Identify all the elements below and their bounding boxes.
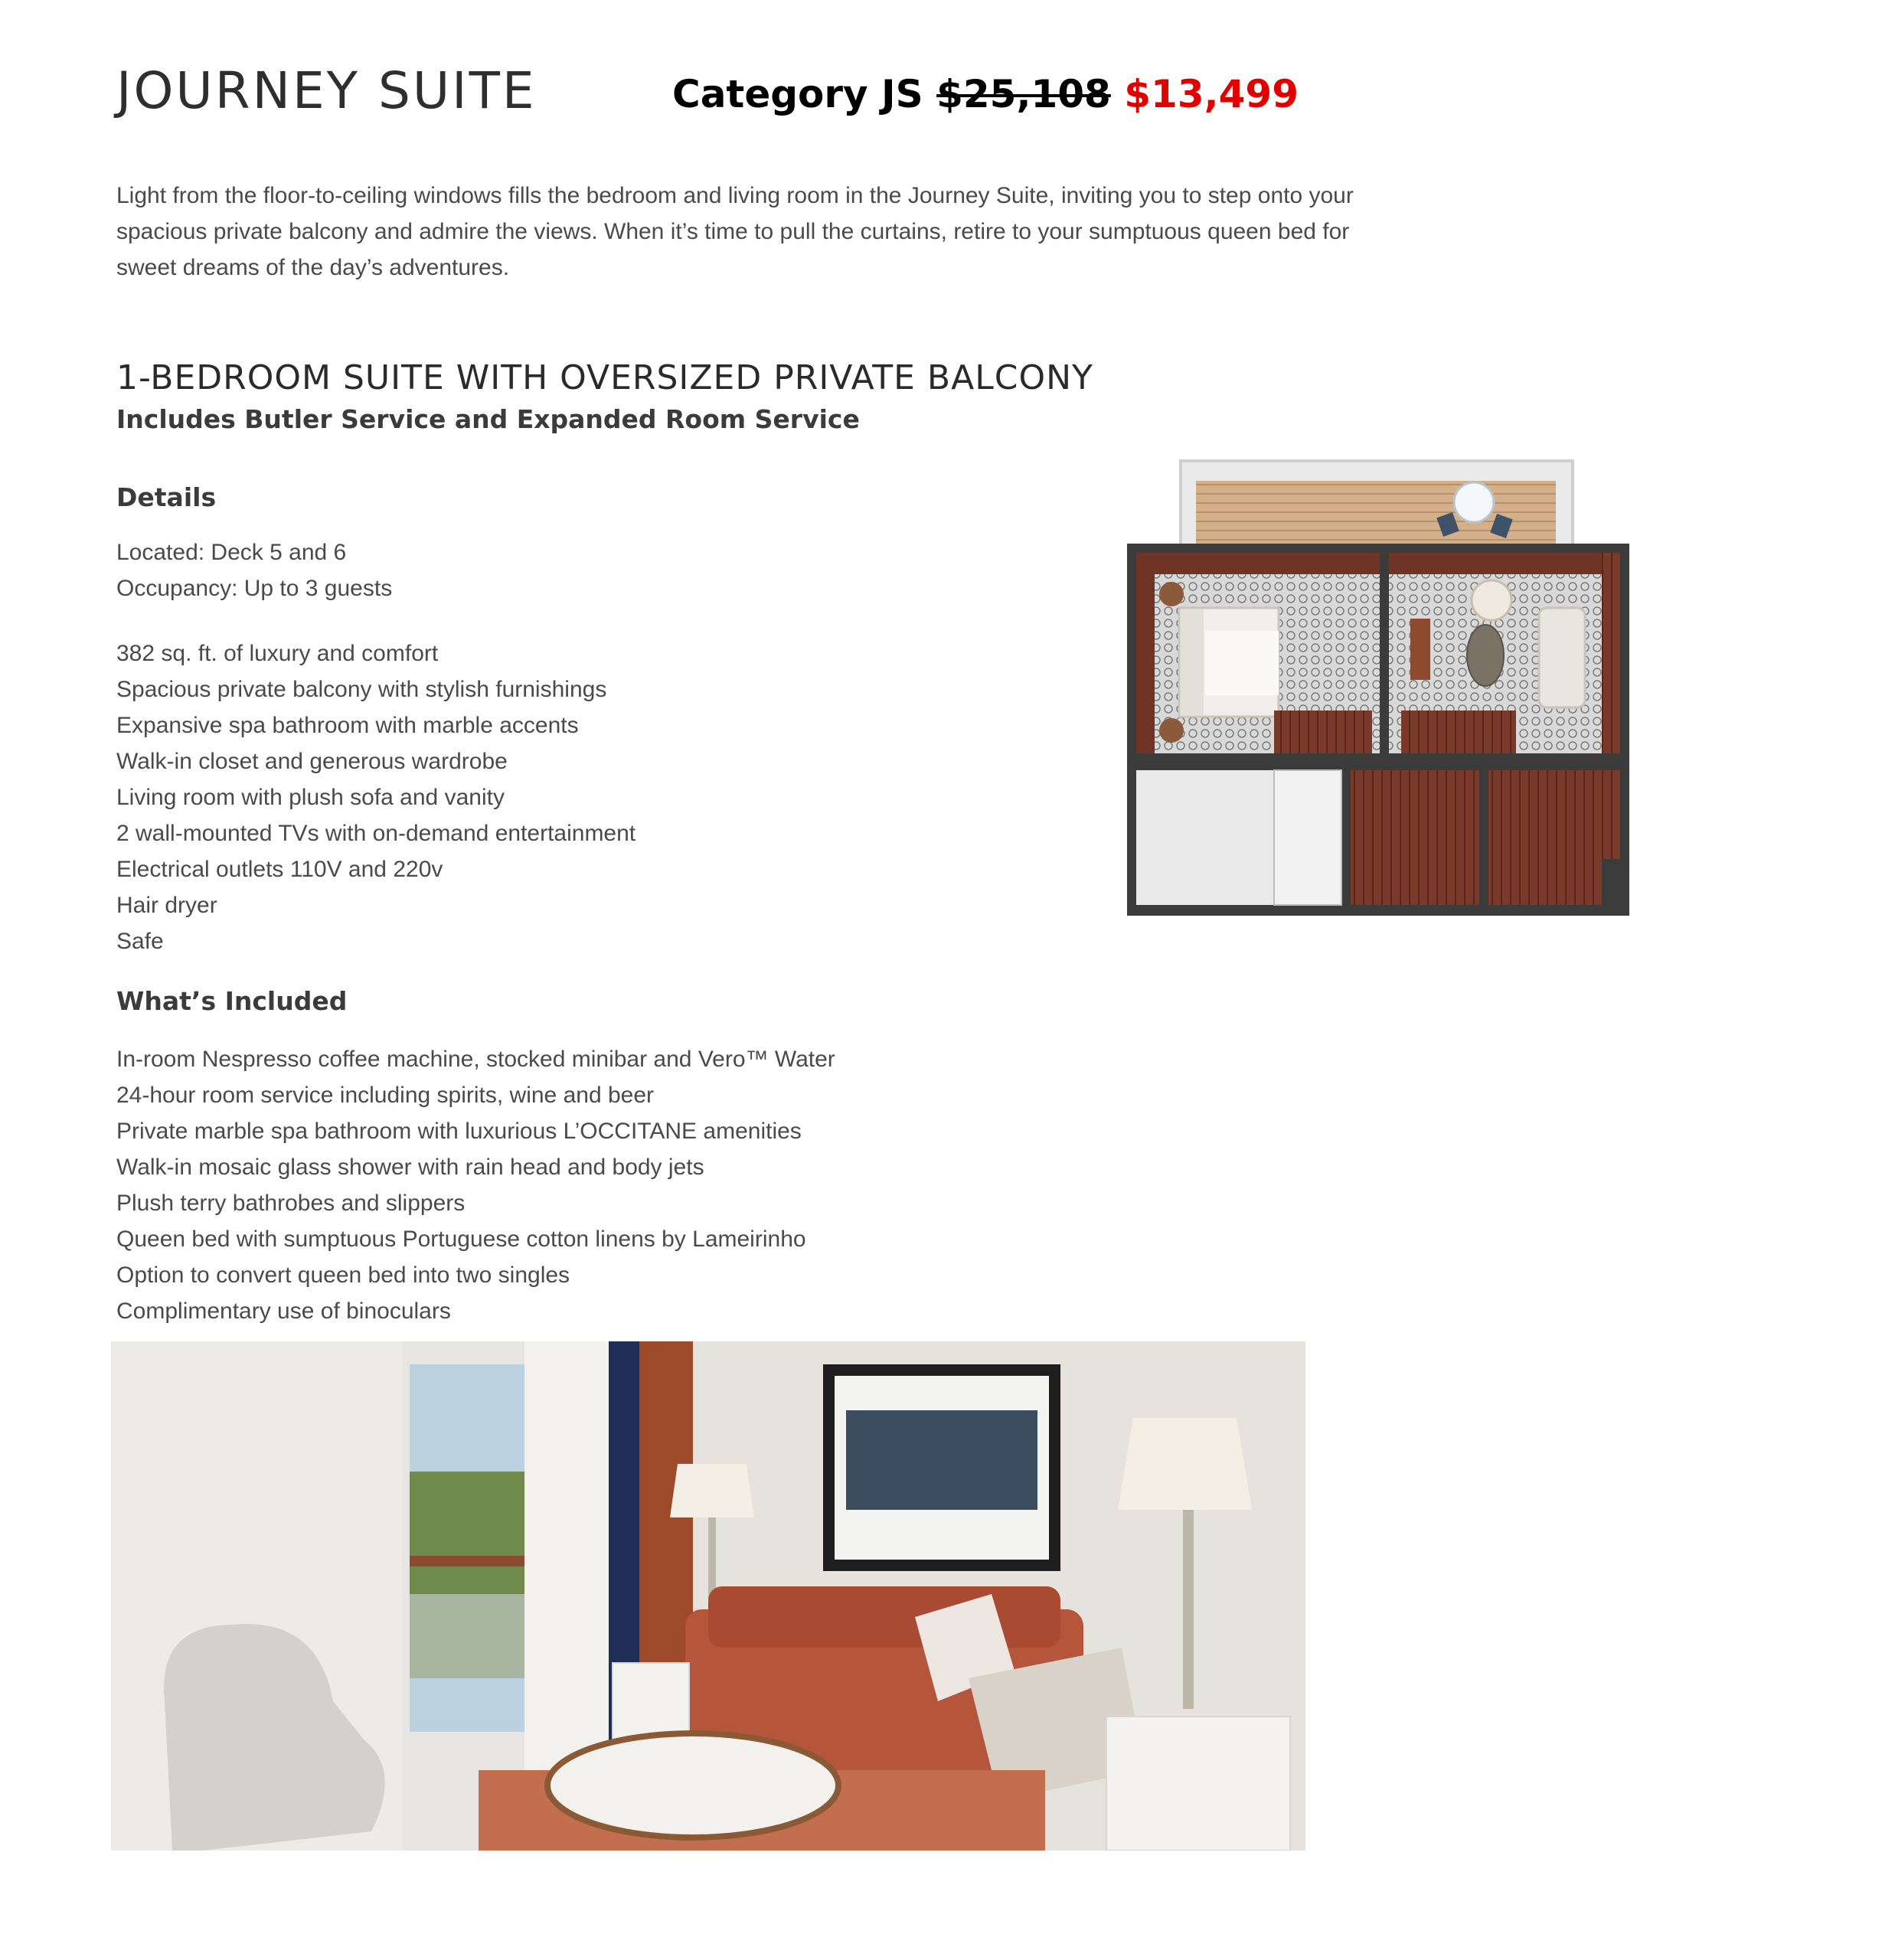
page-title: JOURNEY SUITE [116, 61, 537, 120]
list-item: Living room with plush sofa and vanity [116, 785, 505, 810]
list-item: 382 sq. ft. of luxury and comfort [116, 641, 439, 666]
included-heading: What’s Included [116, 986, 348, 1016]
list-item: Spacious private balcony with stylish furnishings [116, 677, 607, 702]
list-item: Hair dryer [116, 893, 217, 918]
list-item: Located: Deck 5 and 6 [116, 540, 347, 565]
list-item: Electrical outlets 110V and 220v [116, 857, 443, 882]
suite-heading: 1-BEDROOM SUITE WITH OVERSIZED PRIVATE BALCONY [116, 358, 1093, 397]
price-line [672, 72, 1299, 116]
list-item: Private marble spa bathroom with luxurious L’OCCITANE amenities [116, 1119, 802, 1144]
list-item: Safe [116, 929, 164, 954]
list-item: Complimentary use of binoculars [116, 1298, 451, 1324]
features-list [116, 635, 636, 959]
list-item: Walk-in closet and generous wardrobe [116, 749, 508, 774]
intro-paragraph: Light from the floor-to-ceiling windows fills the bedroom and living room in the Journey Suite, inviting you to step onto your spacious private balcony and admire the views. When it’s time to pull the curtains, retire to your sumptuous queen bed for sweet dreams of the day’s adventures. [116, 183, 1354, 280]
list-item: Option to convert queen bed into two singles [116, 1263, 570, 1288]
list-item: In-room Nespresso coffee machine, stocked minibar and Vero™ Water [116, 1047, 835, 1072]
suite-subheading: Includes Butler Service and Expanded Room Service [116, 404, 860, 434]
list-item: Expansive spa bathroom with marble accents [116, 713, 579, 738]
sale-price: $13,499 [1124, 72, 1299, 116]
list-item: 2 wall-mounted TVs with on-demand entertainment [116, 821, 636, 846]
list-item: Queen bed with sumptuous Portuguese cotton linens by Lameirinho [116, 1227, 806, 1252]
list-item: Plush terry bathrobes and slippers [116, 1191, 466, 1216]
suite-living-room-photo [111, 1341, 1305, 1851]
list-item: 24-hour room service including spirits, wine and beer [116, 1083, 655, 1108]
list-item: Walk-in mosaic glass shower with rain head and body jets [116, 1155, 704, 1180]
original-price: $25,108 [936, 72, 1111, 116]
category-label: Category JS [672, 72, 923, 116]
suite-floorplan-image [1126, 458, 1631, 917]
details-heading: Details [116, 482, 217, 512]
list-item: Occupancy: Up to 3 guests [116, 576, 393, 601]
included-list [116, 1041, 835, 1329]
location-list [116, 534, 392, 606]
